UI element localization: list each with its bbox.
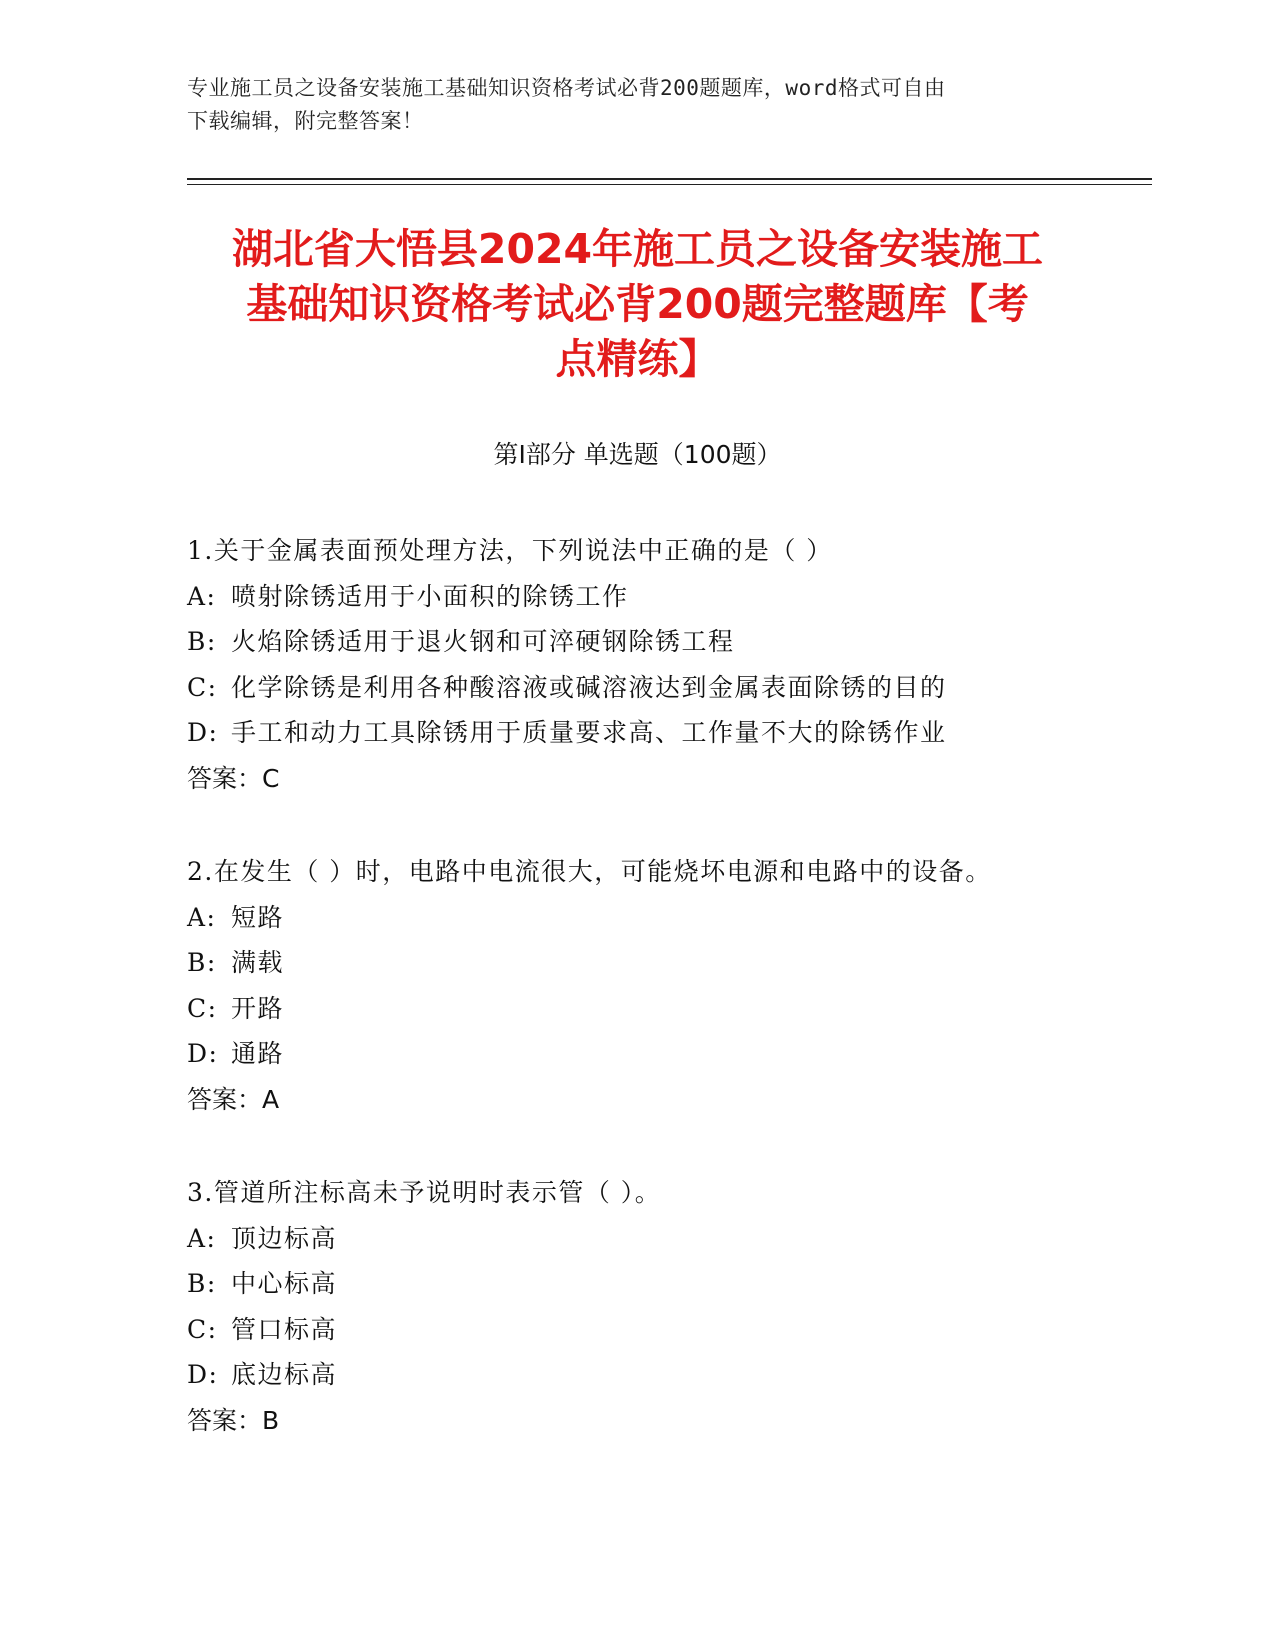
option-text: 顶边标高 <box>231 1223 338 1253</box>
option-text: 喷射除锈适用于小面积的除锈工作 <box>231 581 629 611</box>
option-b <box>187 619 1087 665</box>
title-line-2: 基础知识资格考试必背200题完整题库【考 <box>246 280 1029 328</box>
option-c <box>187 665 1087 711</box>
header-rule-thin <box>187 184 1152 185</box>
answer-line: 答案：B <box>187 1405 280 1435</box>
header-note-line-2: 下载编辑，附完整答案！ <box>187 109 424 133</box>
option-d <box>187 710 1087 756</box>
option-text: 化学除锈是利用各种酸溶液或碱溶液达到金属表面除锈的目的 <box>231 672 947 702</box>
option-a <box>187 895 1087 941</box>
option-text: 底边标高 <box>231 1360 338 1389</box>
option-text: 通路 <box>231 1039 285 1068</box>
header-note <box>187 72 1087 138</box>
answer-line: 答案：A <box>187 1084 280 1114</box>
question-list <box>187 528 1087 1491</box>
document-title <box>170 222 1105 387</box>
option-key: A: <box>187 902 217 932</box>
question-2 <box>187 849 1087 1122</box>
question-stem: 2.在发生（ ）时，电路中电流很大，可能烧坏电源和电路中的设备。 <box>187 857 992 886</box>
option-text: 管口标高 <box>231 1314 338 1344</box>
option-key: A: <box>187 1223 217 1253</box>
option-key: C: <box>187 1314 218 1344</box>
option-d <box>187 1352 1087 1398</box>
question-3 <box>187 1170 1087 1443</box>
header-rule-thick <box>187 178 1152 180</box>
option-b <box>187 940 1087 986</box>
option-key: D: <box>187 718 219 747</box>
section-title: 第Ⅰ部分 单选题（100题） <box>493 440 782 469</box>
title-line-3: 点精练】 <box>555 335 720 383</box>
option-c <box>187 986 1087 1032</box>
header-note-line-1: 专业施工员之设备安装施工基础知识资格考试必背200题题库，word格式可自由 <box>187 76 946 100</box>
option-d <box>187 1031 1087 1077</box>
option-text: 开路 <box>231 993 285 1023</box>
option-key: B: <box>187 627 217 656</box>
answer-line: 答案：C <box>187 763 280 793</box>
question-stem: 1.关于金属表面预处理方法，下列说法中正确的是（ ） <box>187 536 833 565</box>
option-text: 手工和动力工具除锈用于质量要求高、工作量不大的除锈作业 <box>231 718 947 747</box>
option-a <box>187 1216 1087 1262</box>
question-1 <box>187 528 1087 801</box>
option-c <box>187 1307 1087 1353</box>
option-b <box>187 1261 1087 1307</box>
question-stem: 3.管道所注标高未予说明时表示管（ ）。 <box>187 1178 662 1207</box>
option-key: D: <box>187 1039 219 1068</box>
option-key: B: <box>187 1269 217 1298</box>
option-a <box>187 574 1087 620</box>
option-key: C: <box>187 672 218 702</box>
option-text: 满载 <box>231 948 285 977</box>
title-line-1: 湖北省大悟县2024年施工员之设备安装施工 <box>231 225 1044 273</box>
option-key: D: <box>187 1360 219 1389</box>
option-text: 火焰除锈适用于退火钢和可淬硬钢除锈工程 <box>231 627 735 656</box>
option-key: C: <box>187 993 218 1023</box>
option-text: 短路 <box>231 902 285 932</box>
option-key: A: <box>187 581 217 611</box>
option-key: B: <box>187 948 217 977</box>
option-text: 中心标高 <box>231 1269 338 1298</box>
